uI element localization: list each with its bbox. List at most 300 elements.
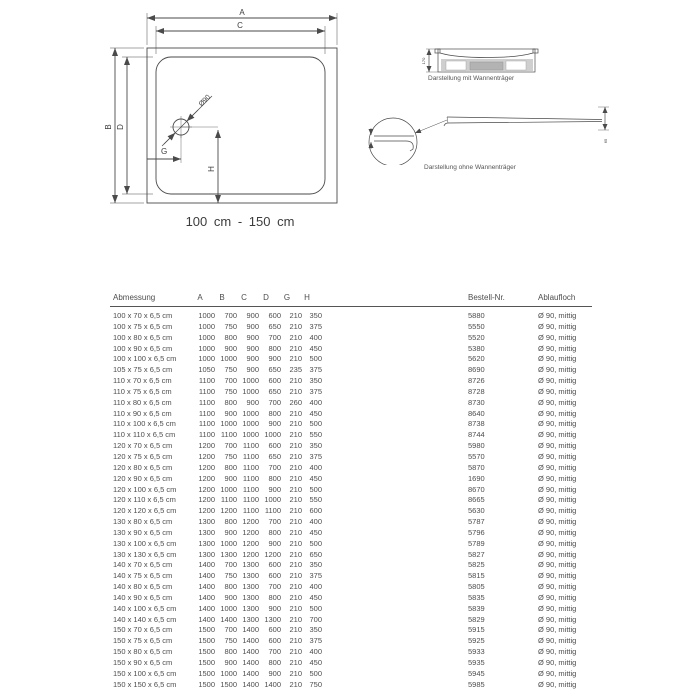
drain-diameter-label: Ø90 [197,93,213,109]
cell-g: 210 [289,386,302,396]
cell-ablaufloch: Ø 90, mittig [538,560,577,570]
cell-c: 1300 [242,560,259,570]
cell-abmessung: 120 x 100 x 6,5 cm [113,484,177,494]
cell-a: 1100 [198,419,215,429]
header-abmessung: Abmessung [113,293,156,302]
table-row [110,430,592,441]
table-row [110,419,592,430]
cell-b: 700 [224,625,237,635]
cell-d: 700 [268,517,281,527]
dim-label-g: G [161,147,168,156]
cell-abmessung: 110 x 90 x 6,5 cm [113,408,172,418]
table-row [110,398,592,409]
cell-bestellnr: 5550 [468,321,485,331]
cell-b: 1500 [220,679,237,689]
dim-label-d: D [116,124,125,130]
cell-abmessung: 140 x 75 x 6,5 cm [113,571,173,581]
cell-d: 800 [268,592,281,602]
cell-ablaufloch: Ø 90, mittig [538,419,577,429]
cell-a: 1100 [198,430,215,440]
cell-ablaufloch: Ø 90, mittig [538,636,577,646]
cell-c: 1200 [242,549,259,559]
cell-b: 900 [224,527,237,537]
cell-h: 375 [309,321,322,331]
table-row [110,571,592,582]
cell-ablaufloch: Ø 90, mittig [538,321,577,331]
cell-g: 210 [289,495,302,505]
cell-h: 400 [309,462,322,472]
cell-d: 600 [268,441,281,451]
cell-abmessung: 150 x 70 x 6,5 cm [113,625,173,635]
cell-bestellnr: 5787 [468,517,485,527]
cell-c: 900 [246,354,259,364]
cell-c: 1400 [242,625,259,635]
cell-abmessung: 120 x 70 x 6,5 cm [113,441,173,451]
cell-c: 1200 [242,517,259,527]
cell-g: 210 [289,376,302,386]
cell-d: 700 [268,332,281,342]
cell-c: 900 [246,321,259,331]
cell-d: 900 [268,603,281,613]
cell-c: 1000 [242,408,259,418]
cell-b: 700 [224,441,237,451]
cell-b: 1000 [220,538,237,548]
cell-d: 800 [268,527,281,537]
caption-without-support: Darstellung ohne Wannenträger [424,164,516,171]
cell-b: 800 [224,582,237,592]
table-header-row [110,291,592,304]
cell-ablaufloch: Ø 90, mittig [538,571,577,581]
cell-ablaufloch: Ø 90, mittig [538,647,577,657]
cell-c: 1200 [242,527,259,537]
cell-bestellnr: 5570 [468,451,485,461]
cell-h: 500 [309,603,322,613]
support-height-label: 170 [421,57,426,65]
dim-label-a: A [239,8,245,17]
cell-ablaufloch: Ø 90, mittig [538,408,577,418]
cell-h: 350 [309,311,322,320]
cell-h: 550 [309,495,322,505]
cell-bestellnr: 8738 [468,419,485,429]
cell-abmessung: 105 x 75 x 6,5 cm [113,365,173,375]
cell-d: 700 [268,647,281,657]
cell-h: 350 [309,625,322,635]
cell-abmessung: 130 x 100 x 6,5 cm [113,538,177,548]
cell-abmessung: 100 x 80 x 6,5 cm [113,332,173,342]
cell-h: 450 [309,473,322,483]
cell-h: 500 [309,538,322,548]
cell-a: 1200 [198,441,215,451]
cell-abmessung: 140 x 80 x 6,5 cm [113,582,173,592]
cell-g: 210 [289,419,302,429]
cell-b: 900 [224,408,237,418]
cell-a: 1500 [198,668,215,678]
cell-a: 1400 [198,571,215,581]
cell-a: 1400 [198,603,215,613]
cell-c: 1300 [242,592,259,602]
cell-g: 210 [289,668,302,678]
cell-h: 450 [309,408,322,418]
cell-g: 210 [289,571,302,581]
spec-table-body [110,311,592,691]
table-row [110,387,592,398]
cell-b: 750 [224,451,237,461]
cell-c: 1100 [242,506,259,516]
cell-b: 750 [224,365,237,375]
header-c: C [241,293,247,302]
cell-bestellnr: 1690 [468,473,485,483]
table-row [110,409,592,420]
cell-a: 1000 [198,311,215,320]
cell-h: 350 [309,376,322,386]
table-row [110,647,592,658]
cell-abmessung: 110 x 110 x 6,5 cm [113,430,176,440]
table-row [110,495,592,506]
cell-c: 1100 [242,495,259,505]
table-row [110,376,592,387]
cell-h: 450 [309,343,322,353]
cell-bestellnr: 5835 [468,592,485,602]
cell-ablaufloch: Ø 90, mittig [538,679,577,689]
cell-a: 1050 [198,365,215,375]
cell-h: 400 [309,332,322,342]
cell-abmessung: 150 x 100 x 6,5 cm [113,668,177,678]
cell-g: 210 [289,538,302,548]
cell-b: 1100 [220,430,237,440]
cell-ablaufloch: Ø 90, mittig [538,376,577,386]
cell-c: 1300 [242,582,259,592]
cell-a: 1500 [198,658,215,667]
size-range-caption: 100 cm - 150 cm [185,214,295,229]
cell-d: 700 [268,397,281,407]
table-row [110,636,592,647]
cell-ablaufloch: Ø 90, mittig [538,517,577,527]
cell-d: 600 [268,625,281,635]
cell-ablaufloch: Ø 90, mittig [538,668,577,678]
cell-bestellnr: 5815 [468,571,485,581]
cell-d: 900 [268,419,281,429]
cell-abmessung: 100 x 100 x 6,5 cm [113,354,177,364]
cell-b: 700 [224,311,237,320]
cell-g: 210 [289,658,302,667]
cell-ablaufloch: Ø 90, mittig [538,582,577,592]
cell-ablaufloch: Ø 90, mittig [538,495,577,505]
cell-g: 210 [289,647,302,657]
cell-ablaufloch: Ø 90, mittig [538,592,577,602]
cell-abmessung: 120 x 75 x 6,5 cm [113,451,173,461]
cell-abmessung: 150 x 75 x 6,5 cm [113,636,173,646]
cell-a: 1400 [198,592,215,602]
cell-abmessung: 150 x 80 x 6,5 cm [113,647,173,657]
cell-bestellnr: 5796 [468,527,485,537]
cell-ablaufloch: Ø 90, mittig [538,311,577,320]
cell-ablaufloch: Ø 90, mittig [538,397,577,407]
cell-a: 1000 [198,343,215,353]
cell-h: 450 [309,592,322,602]
cell-d: 700 [268,582,281,592]
cell-ablaufloch: Ø 90, mittig [538,386,577,396]
cell-g: 210 [289,560,302,570]
cell-d: 600 [268,311,281,320]
cell-a: 1400 [198,560,215,570]
cell-g: 210 [289,332,302,342]
cell-g: 210 [289,473,302,483]
cell-ablaufloch: Ø 90, mittig [538,658,577,667]
cell-abmessung: 110 x 80 x 6,5 cm [113,397,172,407]
cell-d: 1200 [264,549,281,559]
cell-abmessung: 140 x 100 x 6,5 cm [113,603,177,613]
cell-bestellnr: 5839 [468,603,485,613]
cell-g: 210 [289,451,302,461]
cell-abmessung: 120 x 110 x 6,5 cm [113,495,176,505]
cell-d: 900 [268,668,281,678]
cell-abmessung: 120 x 80 x 6,5 cm [113,462,173,472]
cell-bestellnr: 5829 [468,614,485,624]
table-row [110,625,592,636]
cell-abmessung: 150 x 150 x 6,5 cm [113,679,177,689]
cell-a: 1500 [198,636,215,646]
cell-g: 210 [289,321,302,331]
cell-d: 1000 [264,430,281,440]
cell-b: 800 [224,462,237,472]
cell-a: 1100 [198,386,215,396]
cell-g: 210 [289,462,302,472]
table-row [110,582,592,593]
cell-c: 900 [246,397,259,407]
cell-h: 400 [309,397,322,407]
table-row [110,474,592,485]
cell-c: 1300 [242,614,259,624]
cell-bestellnr: 5980 [468,441,485,451]
cell-g: 235 [289,365,302,375]
cell-d: 1300 [264,614,281,624]
cell-d: 900 [268,538,281,548]
cell-b: 700 [224,560,237,570]
cell-abmessung: 110 x 75 x 6,5 cm [113,386,172,396]
cell-bestellnr: 5825 [468,560,485,570]
cell-g: 210 [289,679,302,689]
cell-a: 1400 [198,614,215,624]
cell-g: 210 [289,636,302,646]
cell-d: 600 [268,636,281,646]
cell-h: 375 [309,365,322,375]
table-row [110,658,592,669]
cell-bestellnr: 8730 [468,397,485,407]
cell-h: 400 [309,517,322,527]
cell-c: 1300 [242,603,259,613]
cell-abmessung: 120 x 120 x 6,5 cm [113,506,177,516]
cell-b: 1100 [220,495,237,505]
cell-a: 1300 [198,527,215,537]
cell-h: 400 [309,582,322,592]
table-row [110,365,592,376]
cell-h: 500 [309,484,322,494]
cell-ablaufloch: Ø 90, mittig [538,354,577,364]
table-row [110,550,592,561]
cell-d: 650 [268,451,281,461]
cell-b: 900 [224,343,237,353]
cell-c: 1200 [242,538,259,548]
cell-b: 750 [224,571,237,581]
cell-bestellnr: 5870 [468,462,485,472]
cell-g: 210 [289,614,302,624]
cell-b: 1000 [220,484,237,494]
header-a: A [197,293,203,302]
cell-h: 375 [309,636,322,646]
cell-a: 1300 [198,549,215,559]
cell-abmessung: 110 x 70 x 6,5 cm [113,376,172,386]
table-row [110,528,592,539]
cell-a: 1200 [198,506,215,516]
cell-d: 900 [268,484,281,494]
cell-d: 800 [268,343,281,353]
table-row [110,354,592,365]
dim-label-h: H [207,166,216,172]
cell-abmessung: 130 x 80 x 6,5 cm [113,517,173,527]
cell-a: 1100 [198,376,215,386]
cell-d: 600 [268,571,281,581]
detail-leader-arrow [415,120,447,133]
cell-bestellnr: 5630 [468,506,485,516]
cell-c: 1400 [242,658,259,667]
cell-d: 650 [268,365,281,375]
cell-c: 900 [246,365,259,375]
cell-abmessung: 110 x 100 x 6,5 cm [113,419,176,429]
table-row [110,333,592,344]
table-row [110,593,592,604]
cell-c: 1100 [242,473,259,483]
header-g: G [283,293,291,302]
cell-c: 1000 [242,386,259,396]
cell-c: 1400 [242,647,259,657]
cell-ablaufloch: Ø 90, mittig [538,473,577,483]
table-row [110,560,592,571]
table-row [110,452,592,463]
cell-a: 1000 [198,354,215,364]
cell-h: 375 [309,451,322,461]
table-row [110,485,592,496]
cell-d: 700 [268,462,281,472]
cell-h: 350 [309,441,322,451]
cell-b: 1000 [220,354,237,364]
cell-c: 1100 [242,484,259,494]
cell-d: 650 [268,321,281,331]
cell-a: 1100 [198,397,215,407]
cell-b: 1200 [220,506,237,516]
cell-b: 900 [224,592,237,602]
cell-ablaufloch: Ø 90, mittig [538,614,577,624]
cell-bestellnr: 5620 [468,354,485,364]
header-d: D [263,293,269,302]
cell-ablaufloch: Ø 90, mittig [538,625,577,635]
cell-h: 600 [309,506,322,516]
cell-bestellnr: 5933 [468,647,485,657]
cell-g: 260 [289,397,302,407]
cell-b: 750 [224,386,237,396]
cell-a: 1200 [198,495,215,505]
cell-c: 900 [246,343,259,353]
cell-abmessung: 130 x 90 x 6,5 cm [113,527,173,537]
header-divider [110,306,592,307]
section-without-support-drawing [362,100,612,165]
cell-g: 210 [289,441,302,451]
cell-a: 1300 [198,538,215,548]
cell-b: 800 [224,517,237,527]
cell-abmessung: 100 x 90 x 6,5 cm [113,343,173,353]
cell-ablaufloch: Ø 90, mittig [538,365,577,375]
cell-g: 210 [289,343,302,353]
cell-g: 210 [289,506,302,516]
cell-b: 750 [224,636,237,646]
cell-abmessung: 100 x 70 x 6,5 cm [113,311,173,320]
cell-g: 210 [289,603,302,613]
cell-ablaufloch: Ø 90, mittig [538,441,577,451]
cell-c: 1400 [242,679,259,689]
cell-b: 700 [224,376,237,386]
header-h: H [304,293,310,302]
cell-abmessung: 150 x 90 x 6,5 cm [113,658,173,667]
cell-a: 1200 [198,462,215,472]
table-row [110,463,592,474]
cell-g: 210 [289,592,302,602]
tray-height-label: 65 [603,138,608,144]
cell-b: 800 [224,647,237,657]
cell-bestellnr: 5925 [468,636,485,646]
cell-a: 1300 [198,517,215,527]
table-row [110,322,592,333]
cell-ablaufloch: Ø 90, mittig [538,462,577,472]
cell-bestellnr: 5805 [468,582,485,592]
cell-d: 600 [268,560,281,570]
cell-h: 450 [309,658,322,667]
cell-ablaufloch: Ø 90, mittig [538,538,577,548]
cell-c: 1000 [242,419,259,429]
cell-c: 1000 [242,430,259,440]
cell-d: 600 [268,376,281,386]
cell-bestellnr: 5945 [468,668,485,678]
dim-label-c: C [237,21,243,30]
cell-b: 900 [224,473,237,483]
cell-g: 210 [289,408,302,418]
tray-profile-top [447,117,602,120]
cell-b: 1400 [220,614,237,624]
cell-g: 210 [289,311,302,320]
cell-bestellnr: 8728 [468,386,485,396]
caption-with-support: Darstellung mit Wannenträger [428,75,515,82]
cell-bestellnr: 5915 [468,625,485,635]
cell-ablaufloch: Ø 90, mittig [538,430,577,440]
cell-a: 1000 [198,321,215,331]
cell-h: 650 [309,549,322,559]
cell-bestellnr: 5380 [468,343,485,353]
cell-abmessung: 140 x 70 x 6,5 cm [113,560,173,570]
cell-a: 1200 [198,451,215,461]
cell-abmessung: 140 x 140 x 6,5 cm [113,614,177,624]
cell-g: 210 [289,484,302,494]
header-ablaufloch: Ablaufloch [538,293,576,302]
cell-h: 700 [309,614,322,624]
dim-label-b: B [104,124,113,130]
cell-bestellnr: 8665 [468,495,485,505]
cell-bestellnr: 5880 [468,311,485,320]
cell-a: 1500 [198,647,215,657]
cell-bestellnr: 8744 [468,430,485,440]
cell-d: 650 [268,386,281,396]
cell-abmessung: 140 x 90 x 6,5 cm [113,592,173,602]
cell-g: 210 [289,582,302,592]
cell-d: 800 [268,408,281,418]
table-row [110,604,592,615]
